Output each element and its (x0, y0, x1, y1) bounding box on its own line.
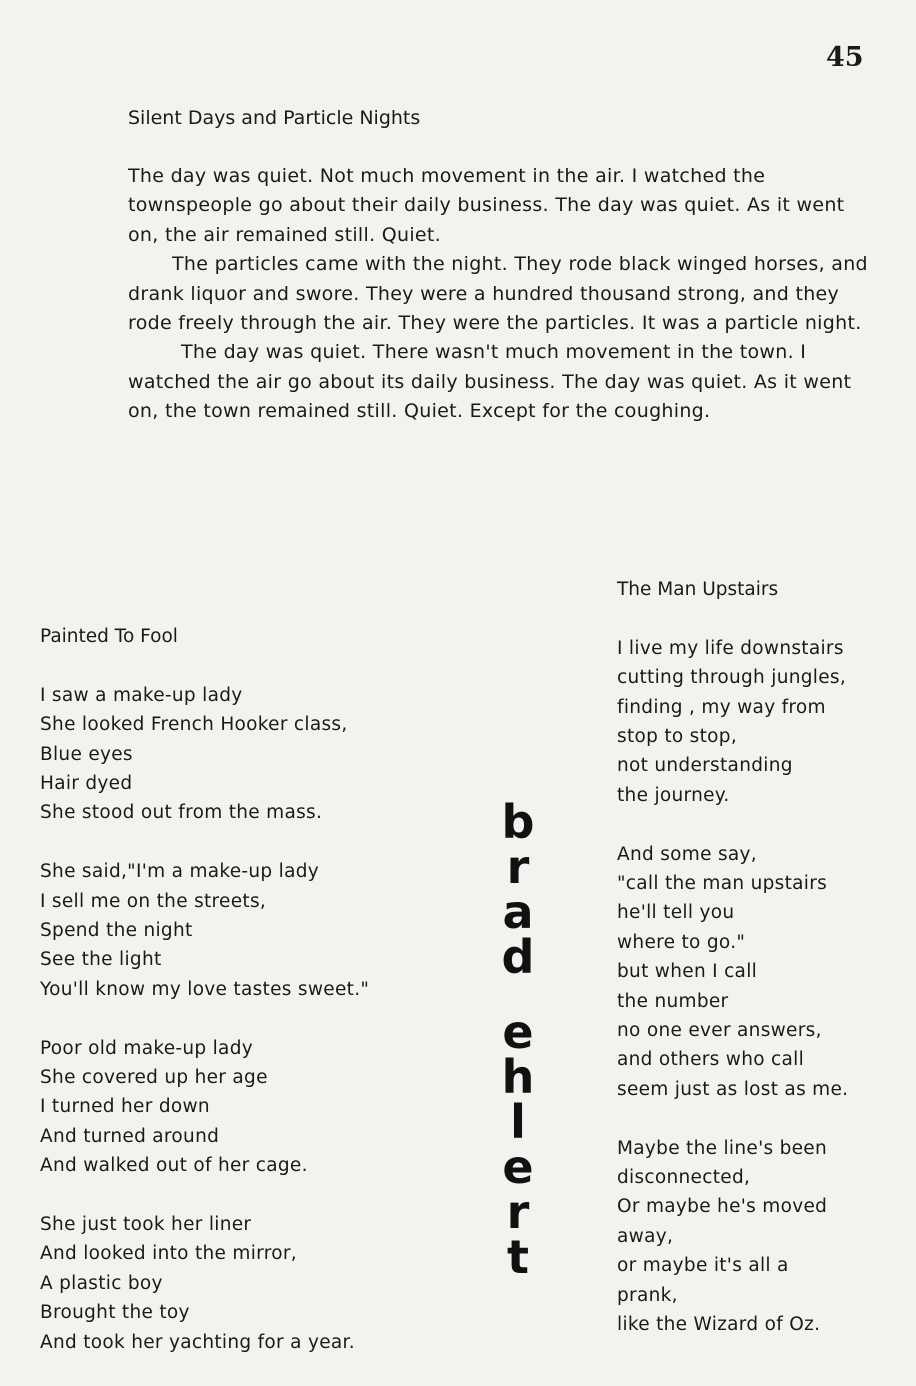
poem-line: A plastic boy (40, 1272, 163, 1294)
poem-line: She just took her liner (40, 1214, 252, 1236)
poem-line: no one ever answers, (617, 1020, 822, 1042)
poem-line: not understanding (617, 755, 793, 777)
poem-line: like the Wizard of Oz. (617, 1314, 821, 1336)
poem-line: She looked French Hooker class, (40, 714, 348, 736)
poem-title: The Man Upstairs (617, 579, 779, 600)
author-letter: r (506, 840, 530, 894)
poem-line: Brought the toy (40, 1302, 190, 1324)
poem-line: She covered up her age (40, 1067, 268, 1089)
author-letter: b (501, 795, 535, 849)
poem-line: Or maybe he's moved (617, 1196, 828, 1218)
poem-line: Poor old make-up lady (40, 1037, 253, 1059)
poem-line: Maybe the line's been (617, 1137, 828, 1159)
author-letter: d (501, 930, 535, 984)
author-letter: a (502, 885, 534, 939)
poem-line: And looked into the mirror, (40, 1243, 297, 1265)
poem-line: "call the man upstairs (617, 873, 828, 895)
stanza (617, 634, 907, 810)
poem-line: the journey. (617, 784, 730, 806)
poem-line: finding , my way from (617, 696, 826, 718)
poem-line: You'll know my love tastes sweet." (40, 978, 370, 1000)
poem-line: the number (617, 990, 729, 1012)
author-letter: h (501, 1050, 535, 1104)
poem-line: prank, (617, 1284, 678, 1306)
poem-line: And walked out of her cage. (40, 1155, 308, 1177)
poem-line: She said,"I'm a make-up lady (40, 861, 320, 883)
stanza (40, 681, 470, 828)
poem-line: Spend the night (40, 920, 193, 942)
poem-line: disconnected, (617, 1167, 751, 1189)
poem-line: away, (617, 1225, 674, 1247)
poem-line: I saw a make-up lady (40, 684, 243, 706)
poem-line: And turned around (40, 1125, 220, 1147)
poem-paragraph: The day was quiet. There wasn't much movement in the town. I watched the air go about its daily business. The day was quiet. As it went on, the town remained still. Quiet. Except for the coughing. (128, 341, 852, 423)
stanza (40, 1210, 470, 1357)
poem-line: Hair dyed (40, 773, 133, 795)
stanza (617, 840, 907, 1105)
author-letter: e (502, 1140, 534, 1194)
poem-line: seem just as lost as me. (617, 1078, 849, 1100)
poem-line: or maybe it's all a (617, 1255, 789, 1277)
poem-line: and others who call (617, 1049, 805, 1071)
poem-man-upstairs (617, 575, 907, 1369)
poem-line: And some say, (617, 843, 757, 865)
poem-line: She stood out from the mass. (40, 802, 323, 824)
author-letter: l (510, 1095, 526, 1149)
poem-line: but when I call (617, 961, 758, 983)
stanza (40, 1034, 470, 1181)
poem-line: See the light (40, 949, 162, 971)
poem-line: stop to stop, (617, 726, 738, 748)
page-number: 45 (826, 42, 864, 73)
poem-line: cutting through jungles, (617, 667, 847, 689)
stanza (617, 1134, 907, 1340)
author-letter: r (506, 1185, 530, 1239)
stanza (40, 857, 470, 1004)
poem-title: Painted To Fool (40, 626, 178, 647)
author-name-vertical (488, 795, 548, 1284)
poem-line: where to go." (617, 931, 746, 953)
author-letter: t (507, 1230, 529, 1284)
poem-line: he'll tell you (617, 902, 735, 924)
poem-line: And took her yachting for a year. (40, 1331, 355, 1353)
poem-painted-to-fool (40, 622, 470, 1386)
author-letter: e (502, 1005, 534, 1059)
poem-line: I sell me on the streets, (40, 890, 267, 912)
poem-line: I turned her down (40, 1096, 210, 1118)
poem-paragraph: The particles came with the night. They rode black winged horses, and drank liquor and swore. They were a hundred thousand strong, and they rode freely through the air. They were the particles. It was a particle night. (128, 253, 868, 335)
poem-silent-days (128, 103, 868, 427)
poem-line: Blue eyes (40, 743, 133, 765)
poem-line: I live my life downstairs (617, 637, 844, 659)
poem-title: Silent Days and Particle Nights (128, 107, 421, 129)
poem-paragraph: The day was quiet. Not much movement in the air. I watched the townspeople go about their daily business. The day was quiet. As it went on, the air remained still. Quiet. (128, 165, 845, 246)
